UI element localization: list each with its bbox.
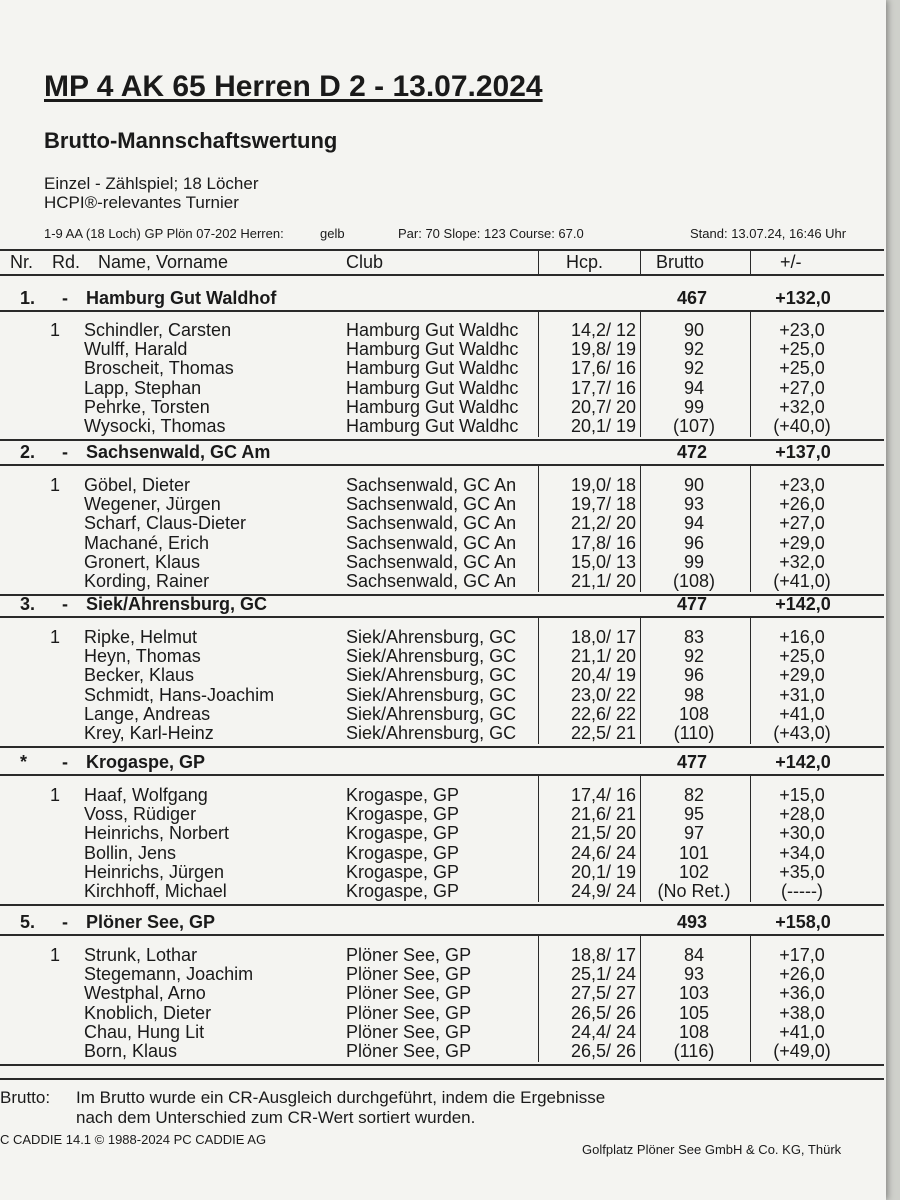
player-club: Hamburg Gut Waldhc xyxy=(346,397,519,417)
player-hcp: 24,6/ 24 xyxy=(570,843,636,863)
team-diff: +158,0 xyxy=(775,912,831,932)
player-brutto: 105 xyxy=(678,1003,710,1023)
player-brutto: 90 xyxy=(683,475,705,495)
player-hcp: 26,5/ 26 xyxy=(570,1041,636,1061)
column-separator xyxy=(538,312,539,437)
player-brutto: 92 xyxy=(683,646,705,666)
player-hcp: 22,5/ 21 xyxy=(570,723,636,743)
column-separator xyxy=(750,936,751,1062)
player-hcp: 20,7/ 20 xyxy=(570,397,636,417)
player-name: Stegemann, Joachim xyxy=(84,964,254,984)
player-diff: +23,0 xyxy=(779,475,825,495)
player-hcp: 24,9/ 24 xyxy=(570,881,636,901)
team-dash: - xyxy=(62,752,68,772)
player-club: Krogaspe, GP xyxy=(346,843,460,863)
player-name: Bollin, Jens xyxy=(84,843,177,863)
player-club: Plöner See, GP xyxy=(346,1003,472,1023)
column-separator xyxy=(538,618,539,744)
column-separator xyxy=(640,776,641,902)
player-name: Ripke, Helmut xyxy=(84,627,198,647)
player-name: Heinrichs, Jürgen xyxy=(84,862,225,882)
team-separator-line xyxy=(0,464,884,466)
team-total: 493 xyxy=(676,912,708,932)
player-round: 1 xyxy=(50,945,61,965)
column-separator xyxy=(750,776,751,902)
player-brutto: 92 xyxy=(683,339,705,359)
tournament-type: HCPI®-relevantes Turnier xyxy=(44,193,239,212)
column-separator xyxy=(640,312,641,437)
player-name: Becker, Klaus xyxy=(84,665,195,685)
player-diff: +23,0 xyxy=(779,320,825,340)
player-brutto: 101 xyxy=(678,843,710,863)
player-diff: +26,0 xyxy=(779,964,825,984)
player-name: Scharf, Claus-Dieter xyxy=(84,513,247,533)
player-diff: +35,0 xyxy=(779,862,825,882)
par-slope-course: Par: 70 Slope: 123 Course: 67.0 xyxy=(398,226,584,241)
player-brutto: (107) xyxy=(672,416,716,436)
player-diff: +25,0 xyxy=(779,339,825,359)
player-name: Göbel, Dieter xyxy=(84,475,191,495)
footnote-line-1: Im Brutto wurde ein CR-Ausgleich durchgeführt, indem die Ergebnisse xyxy=(76,1088,606,1107)
player-club: Hamburg Gut Waldhc xyxy=(346,378,519,398)
game-mode: Einzel - Zählspiel; 18 Löcher xyxy=(44,174,259,193)
player-brutto: 99 xyxy=(683,552,705,572)
column-separator xyxy=(640,936,641,1062)
team-diff: +132,0 xyxy=(775,288,831,308)
team-block-bottom-line xyxy=(0,904,884,906)
player-name: Wegener, Jürgen xyxy=(84,494,221,514)
player-diff: (+49,0) xyxy=(773,1041,831,1061)
player-diff: +32,0 xyxy=(779,552,825,572)
page-title: MP 4 AK 65 Herren D 2 - 13.07.2024 xyxy=(44,70,543,103)
player-club: Krogaspe, GP xyxy=(346,785,460,805)
player-diff: +34,0 xyxy=(779,843,825,863)
player-name: Kording, Rainer xyxy=(84,571,210,591)
player-hcp: 18,0/ 17 xyxy=(570,627,636,647)
player-club: Plöner See, GP xyxy=(346,1041,472,1061)
team-name: Plöner See, GP xyxy=(86,912,216,932)
player-hcp: 21,6/ 21 xyxy=(570,804,636,824)
player-hcp: 20,4/ 19 xyxy=(570,665,636,685)
team-dash: - xyxy=(62,288,68,308)
player-name: Schindler, Carsten xyxy=(84,320,232,340)
stand-timestamp: Stand: 13.07.24, 16:46 Uhr xyxy=(690,226,847,241)
player-hcp: 21,1/ 20 xyxy=(570,571,636,591)
player-diff: +28,0 xyxy=(779,804,825,824)
player-name: Chau, Hung Lit xyxy=(84,1022,205,1042)
player-club: Sachsenwald, GC An xyxy=(346,552,517,572)
team-rank: 5. xyxy=(20,912,36,932)
header-name: Name, Vorname xyxy=(98,252,229,272)
player-club: Sachsenwald, GC An xyxy=(346,571,517,591)
team-dash: - xyxy=(62,442,68,462)
player-brutto: 93 xyxy=(683,964,705,984)
player-name: Pehrke, Torsten xyxy=(84,397,210,417)
player-brutto: 108 xyxy=(678,704,710,724)
player-brutto: 84 xyxy=(683,945,705,965)
player-club: Hamburg Gut Waldhc xyxy=(346,339,519,359)
player-brutto: 99 xyxy=(683,397,705,417)
player-diff: +29,0 xyxy=(779,533,825,553)
player-diff: +16,0 xyxy=(779,627,825,647)
team-block-bottom-line xyxy=(0,1064,884,1066)
player-club: Krogaspe, GP xyxy=(346,804,460,824)
player-diff: +31,0 xyxy=(779,685,825,705)
player-name: Gronert, Klaus xyxy=(84,552,201,572)
player-hcp: 21,2/ 20 xyxy=(570,513,636,533)
team-rank: * xyxy=(20,752,28,772)
column-separator xyxy=(538,936,539,1062)
player-club: Hamburg Gut Waldhc xyxy=(346,358,519,378)
player-round: 1 xyxy=(50,627,61,647)
tee-color: gelb xyxy=(320,226,345,241)
player-name: Heyn, Thomas xyxy=(84,646,201,666)
player-club: Siek/Ahrensburg, GC xyxy=(346,646,517,666)
player-club: Krogaspe, GP xyxy=(346,823,460,843)
player-hcp: 22,6/ 22 xyxy=(570,704,636,724)
player-brutto: 96 xyxy=(683,665,705,685)
player-hcp: 24,4/ 24 xyxy=(570,1022,636,1042)
player-diff: +25,0 xyxy=(779,646,825,666)
header-club: Club xyxy=(346,252,384,272)
team-name: Krogaspe, GP xyxy=(86,752,206,772)
player-hcp: 23,0/ 22 xyxy=(570,685,636,705)
player-brutto: 94 xyxy=(683,513,705,533)
player-round: 1 xyxy=(50,475,61,495)
player-club: Siek/Ahrensburg, GC xyxy=(346,665,517,685)
team-total: 477 xyxy=(676,594,708,614)
player-club: Plöner See, GP xyxy=(346,945,472,965)
player-hcp: 20,1/ 19 xyxy=(570,416,636,436)
player-club: Hamburg Gut Waldhc xyxy=(346,416,519,436)
team-rank: 1. xyxy=(20,288,36,308)
team-rank: 3. xyxy=(20,594,36,614)
player-hcp: 27,5/ 27 xyxy=(570,983,636,1003)
team-separator-line xyxy=(0,310,884,312)
team-diff: +142,0 xyxy=(775,752,831,772)
player-name: Voss, Rüdiger xyxy=(84,804,197,824)
team-separator-line xyxy=(0,774,884,776)
player-diff: (+43,0) xyxy=(773,723,831,743)
player-hcp: 17,8/ 16 xyxy=(570,533,636,553)
team-total: 467 xyxy=(676,288,708,308)
player-hcp: 17,4/ 16 xyxy=(570,785,636,805)
header-top-line xyxy=(0,249,884,251)
player-brutto: 103 xyxy=(678,983,710,1003)
player-name: Machané, Erich xyxy=(84,533,210,553)
header-hcp: Hcp. xyxy=(566,252,604,272)
player-name: Wysocki, Thomas xyxy=(84,416,226,436)
player-diff: +27,0 xyxy=(779,513,825,533)
team-dash: - xyxy=(62,594,68,614)
player-name: Krey, Karl-Heinz xyxy=(84,723,214,743)
team-block-bottom-line xyxy=(0,746,884,748)
player-club: Hamburg Gut Waldhc xyxy=(346,320,519,340)
team-dash: - xyxy=(62,912,68,932)
player-name: Haaf, Wolfgang xyxy=(84,785,208,805)
player-round: 1 xyxy=(50,785,61,805)
player-club: Plöner See, GP xyxy=(346,964,472,984)
team-separator-line xyxy=(0,934,884,936)
player-name: Wulff, Harald xyxy=(84,339,188,359)
column-separator xyxy=(640,618,641,744)
player-club: Plöner See, GP xyxy=(346,1022,472,1042)
header-diff: +/- xyxy=(780,252,802,272)
player-brutto: (108) xyxy=(672,571,716,591)
player-club: Krogaspe, GP xyxy=(346,862,460,882)
player-club: Siek/Ahrensburg, GC xyxy=(346,685,517,705)
header-column-separator xyxy=(538,249,539,275)
player-brutto: 96 xyxy=(683,533,705,553)
player-club: Sachsenwald, GC An xyxy=(346,494,517,514)
course-info: 1-9 AA (18 Loch) GP Plön 07-202 Herren: xyxy=(44,226,284,241)
player-hcp: 19,7/ 18 xyxy=(570,494,636,514)
player-name: Lange, Andreas xyxy=(84,704,211,724)
player-club: Sachsenwald, GC An xyxy=(346,533,517,553)
player-diff: +17,0 xyxy=(779,945,825,965)
player-club: Sachsenwald, GC An xyxy=(346,475,517,495)
column-separator xyxy=(640,466,641,592)
player-diff: (+40,0) xyxy=(773,416,831,436)
player-hcp: 14,2/ 12 xyxy=(570,320,636,340)
player-club: Siek/Ahrensburg, GC xyxy=(346,704,517,724)
column-separator xyxy=(538,466,539,592)
player-hcp: 15,0/ 13 xyxy=(570,552,636,572)
player-brutto: (No Ret.) xyxy=(657,881,731,901)
player-club: Siek/Ahrensburg, GC xyxy=(346,627,517,647)
player-diff: +41,0 xyxy=(779,704,825,724)
column-separator xyxy=(538,776,539,902)
player-hcp: 25,1/ 24 xyxy=(570,964,636,984)
player-brutto: 94 xyxy=(683,378,705,398)
player-club: Krogaspe, GP xyxy=(346,881,460,901)
header-bottom-line xyxy=(0,274,884,276)
player-name: Broscheit, Thomas xyxy=(84,358,234,378)
player-brutto: 90 xyxy=(683,320,705,340)
header-column-separator xyxy=(640,249,641,275)
team-name: Siek/Ahrensburg, GC xyxy=(86,594,268,614)
player-hcp: 26,5/ 26 xyxy=(570,1003,636,1023)
player-brutto: 98 xyxy=(683,685,705,705)
player-hcp: 21,5/ 20 xyxy=(570,823,636,843)
player-brutto: 97 xyxy=(683,823,705,843)
column-separator xyxy=(750,466,751,592)
player-name: Strunk, Lothar xyxy=(84,945,198,965)
player-hcp: 20,1/ 19 xyxy=(570,862,636,882)
footnote-label: Brutto: xyxy=(0,1088,51,1107)
venue: Golfplatz Plöner See GmbH & Co. KG, Thürk xyxy=(582,1142,842,1157)
player-hcp: 17,6/ 16 xyxy=(570,358,636,378)
player-brutto: 93 xyxy=(683,494,705,514)
player-club: Plöner See, GP xyxy=(346,983,472,1003)
header-rd: Rd. xyxy=(52,252,81,272)
player-name: Born, Klaus xyxy=(84,1041,178,1061)
player-club: Siek/Ahrensburg, GC xyxy=(346,723,517,743)
player-diff: +36,0 xyxy=(779,983,825,1003)
player-diff: +32,0 xyxy=(779,397,825,417)
team-total: 472 xyxy=(676,442,708,462)
player-brutto: 82 xyxy=(683,785,705,805)
player-brutto: 83 xyxy=(683,627,705,647)
team-name: Hamburg Gut Waldhof xyxy=(86,288,277,308)
team-diff: +137,0 xyxy=(775,442,831,462)
player-hcp: 21,1/ 20 xyxy=(570,646,636,666)
player-hcp: 19,0/ 18 xyxy=(570,475,636,495)
player-name: Schmidt, Hans-Joachim xyxy=(84,685,275,705)
team-rank: 2. xyxy=(20,442,36,462)
player-diff: +30,0 xyxy=(779,823,825,843)
page-subtitle: Brutto-Mannschaftswertung xyxy=(44,128,338,153)
header-nr: Nr. xyxy=(10,252,34,272)
column-separator xyxy=(750,618,751,744)
player-diff: +25,0 xyxy=(779,358,825,378)
team-block-bottom-line xyxy=(0,439,884,441)
player-round: 1 xyxy=(50,320,61,340)
player-diff: +15,0 xyxy=(779,785,825,805)
player-brutto: 92 xyxy=(683,358,705,378)
team-total: 477 xyxy=(676,752,708,772)
player-name: Heinrichs, Norbert xyxy=(84,823,230,843)
player-brutto: 95 xyxy=(683,804,705,824)
team-separator-line xyxy=(0,616,884,618)
team-name: Sachsenwald, GC Am xyxy=(86,442,271,462)
team-diff: +142,0 xyxy=(775,594,831,614)
player-name: Knoblich, Dieter xyxy=(84,1003,212,1023)
player-hcp: 19,8/ 19 xyxy=(570,339,636,359)
player-name: Lapp, Stephan xyxy=(84,378,202,398)
player-name: Westphal, Arno xyxy=(84,983,206,1003)
player-brutto: 102 xyxy=(678,862,710,882)
column-separator xyxy=(750,312,751,437)
player-brutto: 108 xyxy=(678,1022,710,1042)
player-club: Sachsenwald, GC An xyxy=(346,513,517,533)
footer-divider xyxy=(0,1078,884,1080)
player-diff: +38,0 xyxy=(779,1003,825,1023)
player-diff: +29,0 xyxy=(779,665,825,685)
player-diff: (+41,0) xyxy=(773,571,831,591)
copyright: C CADDIE 14.1 © 1988-2024 PC CADDIE AG xyxy=(0,1132,267,1147)
player-diff: +41,0 xyxy=(779,1022,825,1042)
header-column-separator xyxy=(750,249,751,275)
player-diff: (-----) xyxy=(781,881,823,901)
player-hcp: 17,7/ 16 xyxy=(570,378,636,398)
footnote-line-2: nach dem Unterschied zum CR-Wert sortiert wurden. xyxy=(76,1108,476,1127)
player-brutto: (110) xyxy=(673,723,715,743)
player-brutto: (116) xyxy=(673,1041,715,1061)
header-brutto: Brutto xyxy=(656,252,705,272)
player-hcp: 18,8/ 17 xyxy=(570,945,636,965)
player-name: Kirchhoff, Michael xyxy=(84,881,227,901)
player-diff: +26,0 xyxy=(779,494,825,514)
player-diff: +27,0 xyxy=(779,378,825,398)
